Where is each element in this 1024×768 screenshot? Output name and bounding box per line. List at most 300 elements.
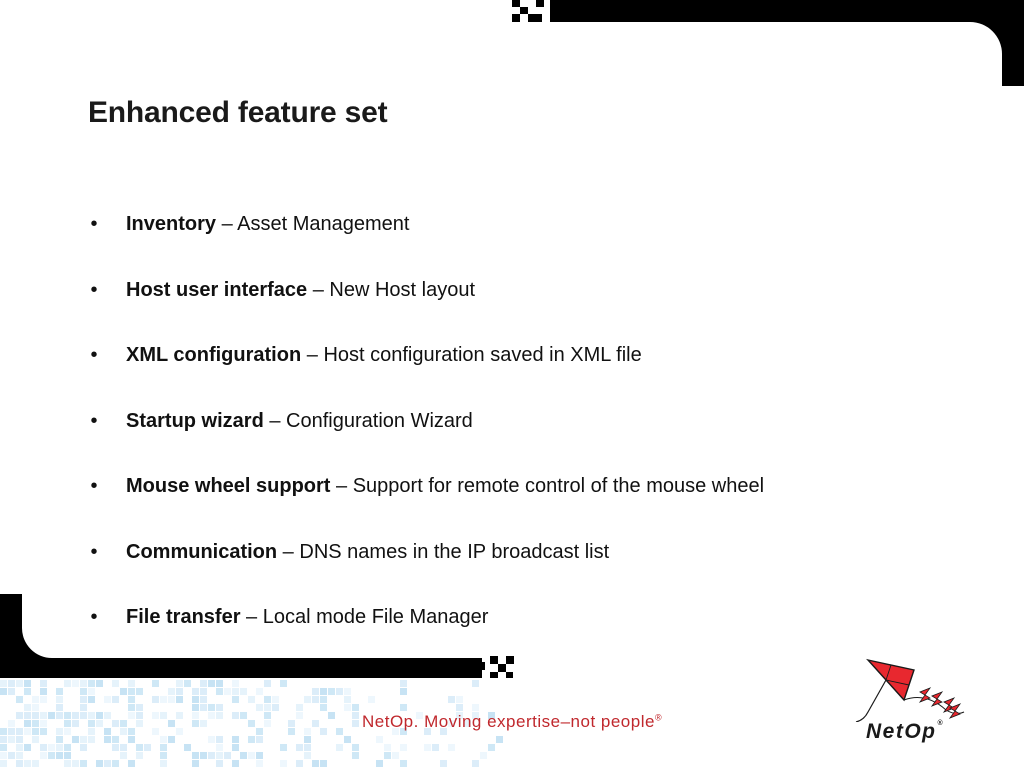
blue-pixel	[80, 688, 87, 695]
blue-pixel	[232, 696, 239, 703]
blue-pixel	[80, 704, 87, 711]
blue-pixel	[368, 696, 375, 703]
blue-pixel	[312, 688, 319, 695]
blue-pixel	[352, 752, 359, 759]
logo-wordmark: NetOp	[866, 720, 937, 743]
blue-pixel	[72, 712, 79, 719]
tagline-text: NetOp. Moving expertise–not people	[362, 712, 655, 731]
blue-pixel	[136, 744, 143, 751]
blue-pixel	[168, 696, 175, 703]
feature-separator: –	[330, 475, 353, 497]
blue-pixel	[64, 744, 71, 751]
blue-pixel	[104, 712, 111, 719]
blue-pixel	[296, 760, 303, 767]
blue-pixel	[160, 760, 167, 767]
blue-pixel	[32, 720, 39, 727]
blue-pixel	[320, 704, 327, 711]
blue-pixel	[248, 720, 255, 727]
feature-term: Startup wizard	[126, 409, 264, 432]
netop-logo-text	[866, 720, 944, 744]
blue-pixel	[80, 712, 87, 719]
blue-pixel	[120, 728, 127, 735]
blue-pixel	[104, 736, 111, 743]
blue-pixel	[0, 680, 7, 687]
blue-pixel	[304, 728, 311, 735]
blue-pixel	[312, 696, 319, 703]
blue-pixel	[40, 712, 47, 719]
feature-description: DNS names in the IP broadcast list	[299, 540, 610, 563]
blue-pixel	[32, 704, 39, 711]
blue-pixel	[32, 760, 39, 767]
blue-pixel	[224, 688, 231, 695]
blue-pixel	[384, 744, 391, 751]
blue-pixel	[232, 680, 239, 687]
blue-pixel	[104, 760, 111, 767]
blue-pixel	[88, 680, 95, 687]
bullet-dot: •	[90, 278, 98, 301]
blue-pixel	[192, 760, 199, 767]
blue-pixel	[152, 680, 159, 687]
feature-separator: –	[277, 540, 300, 563]
blue-pixel	[216, 680, 223, 687]
feature-description: Configuration Wizard	[286, 409, 473, 432]
slide-title: Enhanced feature set	[88, 96, 388, 129]
blue-pixel	[184, 744, 191, 751]
blue-pixel	[192, 752, 199, 759]
blue-pixel	[40, 752, 47, 759]
blue-pixel	[248, 736, 255, 743]
tagline-registered-mark: ®	[654, 712, 663, 723]
bullet-dot: •	[90, 540, 98, 563]
blue-pixel	[128, 696, 135, 703]
blue-pixel	[96, 680, 103, 687]
blue-pixel	[24, 728, 31, 735]
blue-pixel	[480, 752, 487, 759]
blue-pixel	[424, 744, 431, 751]
blue-pixel	[48, 744, 55, 751]
list-item	[88, 603, 908, 669]
blue-pixel	[400, 744, 407, 751]
blue-pixel	[160, 696, 167, 703]
feature-term: XML configuration	[126, 344, 302, 366]
blue-pixel	[128, 704, 135, 711]
blue-pixel	[216, 760, 223, 767]
blue-pixel	[336, 744, 343, 751]
blue-pixel	[128, 760, 135, 767]
blue-pixel	[200, 704, 207, 711]
blue-pixel	[72, 760, 79, 767]
blue-pixel	[344, 688, 351, 695]
blue-pixel	[312, 760, 319, 767]
blue-pixel	[64, 760, 71, 767]
blue-pixel	[16, 680, 23, 687]
blue-pixel	[280, 680, 287, 687]
blue-pixel	[296, 712, 303, 719]
blue-pixel	[248, 752, 255, 759]
blue-pixel	[352, 744, 359, 751]
blue-pixel	[40, 728, 47, 735]
blue-pixel	[304, 696, 311, 703]
blue-pixel	[264, 720, 271, 727]
blue-pixel	[64, 752, 71, 759]
blue-pixel	[32, 712, 39, 719]
blue-pixel	[32, 728, 39, 735]
blue-pixel	[136, 752, 143, 759]
feature-separator: –	[240, 606, 263, 628]
blue-pixel	[328, 688, 335, 695]
blue-pixel	[152, 728, 159, 735]
blue-pixel	[336, 728, 343, 735]
blue-pixel	[88, 712, 95, 719]
blue-pixel	[344, 704, 351, 711]
blue-pixel	[56, 752, 63, 759]
blue-pixel	[456, 704, 463, 711]
blue-pixel	[496, 736, 503, 743]
bullet-dot: •	[90, 344, 98, 366]
feature-term: Inventory	[126, 213, 217, 235]
blue-pixel	[152, 696, 159, 703]
blue-pixel	[200, 696, 207, 703]
blue-pixel	[24, 704, 31, 711]
blue-pixel	[56, 688, 63, 695]
list-item	[88, 538, 908, 604]
blue-pixel	[0, 688, 7, 695]
blue-pixel	[80, 736, 87, 743]
blue-pixel	[24, 744, 31, 751]
blue-pixel	[232, 760, 239, 767]
blue-pixel	[192, 704, 199, 711]
blue-pixel	[240, 712, 247, 719]
blue-pixel	[168, 736, 175, 743]
blue-pixel	[24, 712, 31, 719]
blue-pixel	[56, 736, 63, 743]
feature-term: Mouse wheel support	[126, 475, 331, 497]
blue-pixel	[200, 720, 207, 727]
blue-pixel	[88, 688, 95, 695]
blue-pixel	[264, 680, 271, 687]
blue-pixel	[192, 688, 199, 695]
blue-pixel	[208, 736, 215, 743]
blue-pixel	[216, 688, 223, 695]
blue-pixel	[120, 744, 127, 751]
blue-pixel	[8, 688, 15, 695]
blue-pixel	[256, 752, 263, 759]
blue-pixel	[112, 680, 119, 687]
blue-pixel	[456, 696, 463, 703]
blue-pixel	[240, 688, 247, 695]
blue-pixel	[216, 744, 223, 751]
blue-pixel	[216, 736, 223, 743]
bullet-dot: •	[90, 409, 98, 432]
blue-pixel	[128, 712, 135, 719]
blue-pixel	[128, 736, 135, 743]
blue-pixel	[256, 760, 263, 767]
blue-pixel	[96, 712, 103, 719]
blue-pixel	[168, 688, 175, 695]
blue-pixel	[56, 728, 63, 735]
blue-pixel	[472, 704, 479, 711]
blue-pixel	[56, 744, 63, 751]
feature-description: Host configuration saved in XML file	[323, 344, 642, 366]
blue-pixel	[200, 680, 207, 687]
blue-pixel	[280, 744, 287, 751]
top-pixel-cluster-icon	[512, 0, 544, 22]
blue-pixel	[80, 696, 87, 703]
feature-description: Local mode File Manager	[262, 606, 489, 628]
blue-pixel	[160, 712, 167, 719]
blue-pixel	[304, 752, 311, 759]
blue-pixel	[48, 712, 55, 719]
blue-pixel	[40, 680, 47, 687]
kite-logo-icon	[846, 652, 976, 722]
blue-pixel	[192, 720, 199, 727]
blue-pixel	[344, 696, 351, 703]
blue-pixel	[232, 688, 239, 695]
kite-string	[856, 680, 886, 722]
blue-pixel	[320, 696, 327, 703]
blue-pixel	[88, 736, 95, 743]
blue-pixel	[320, 728, 327, 735]
blue-pixel	[104, 728, 111, 735]
blue-pixel	[256, 736, 263, 743]
blue-pixel	[232, 736, 239, 743]
blue-pixel	[384, 752, 391, 759]
blue-pixel	[16, 728, 23, 735]
blue-pixel	[64, 720, 71, 727]
blue-pixel	[16, 744, 23, 751]
blue-pixel	[192, 696, 199, 703]
blue-pixel	[0, 752, 7, 759]
blue-pixel	[256, 728, 263, 735]
bullet-dot: •	[90, 475, 98, 497]
blue-pixel	[32, 736, 39, 743]
blue-pixel	[176, 688, 183, 695]
feature-separator: –	[301, 344, 324, 366]
blue-pixel	[288, 720, 295, 727]
blue-pixel	[432, 744, 439, 751]
blue-pixel	[8, 720, 15, 727]
feature-description: Asset Management	[237, 213, 410, 235]
feature-list	[88, 210, 908, 669]
list-item	[88, 472, 908, 538]
blue-pixel	[168, 720, 175, 727]
blue-pixel	[488, 744, 495, 751]
blue-pixel	[96, 720, 103, 727]
blue-pixel	[8, 728, 15, 735]
blue-pixel	[72, 720, 79, 727]
blue-pixel	[96, 760, 103, 767]
blue-pixel	[8, 680, 15, 687]
blue-pixel	[0, 736, 7, 743]
blue-pixel	[336, 688, 343, 695]
blue-pixel	[344, 736, 351, 743]
blue-pixel	[400, 680, 407, 687]
blue-pixel	[88, 720, 95, 727]
blue-pixel	[24, 720, 31, 727]
blue-pixel	[280, 760, 287, 767]
blue-pixel	[240, 752, 247, 759]
logo-registered-mark: ®	[937, 720, 945, 727]
blue-pixel	[208, 680, 215, 687]
blue-pixel	[24, 688, 31, 695]
blue-pixel	[128, 688, 135, 695]
blue-pixel	[448, 696, 455, 703]
blue-pixel	[80, 744, 87, 751]
blue-pixel	[216, 712, 223, 719]
blue-pixel	[248, 696, 255, 703]
blue-pixel	[152, 712, 159, 719]
blue-pixel	[296, 704, 303, 711]
blue-pixel	[72, 680, 79, 687]
blue-pixel	[176, 728, 183, 735]
blue-pixel	[320, 760, 327, 767]
blue-pixel	[48, 752, 55, 759]
blue-pixel	[112, 744, 119, 751]
feature-term: Communication	[126, 540, 278, 563]
blue-pixel	[112, 696, 119, 703]
blue-pixel	[24, 760, 31, 767]
blue-pixel	[232, 744, 239, 751]
blue-pixel	[312, 720, 319, 727]
blue-pixel	[8, 736, 15, 743]
blue-pixel	[160, 736, 167, 743]
blue-pixel	[376, 736, 383, 743]
blue-pixel	[208, 752, 215, 759]
blue-pixel	[256, 704, 263, 711]
blue-pixel	[176, 712, 183, 719]
blue-pixel	[352, 704, 359, 711]
list-item	[88, 407, 908, 473]
blue-pixel	[56, 704, 63, 711]
blue-pixel	[192, 712, 199, 719]
top-band	[520, 0, 1024, 86]
blue-pixel	[120, 752, 127, 759]
blue-pixel	[64, 712, 71, 719]
feature-description: Support for remote control of the mouse wheel	[352, 475, 765, 497]
blue-pixel	[88, 728, 95, 735]
blue-pixel	[376, 760, 383, 767]
blue-pixel	[184, 680, 191, 687]
blue-pixel	[320, 688, 327, 695]
blue-pixel	[160, 744, 167, 751]
blue-pixel	[352, 712, 359, 719]
blue-pixel	[16, 760, 23, 767]
blue-pixel	[40, 696, 47, 703]
blue-pixel	[176, 696, 183, 703]
blue-pixel	[64, 680, 71, 687]
blue-pixel	[56, 712, 63, 719]
feature-description: New Host layout	[329, 278, 476, 301]
blue-pixel	[0, 728, 7, 735]
blue-pixel	[0, 760, 7, 767]
blue-pixel	[112, 720, 119, 727]
blue-pixel	[216, 752, 223, 759]
blue-pixel	[224, 752, 231, 759]
blue-pixel	[232, 712, 239, 719]
blue-pixel	[24, 680, 31, 687]
feature-separator: –	[307, 278, 330, 301]
blue-pixel	[88, 696, 95, 703]
blue-pixel	[400, 760, 407, 767]
blue-pixel	[304, 736, 311, 743]
blue-pixel	[16, 696, 23, 703]
blue-pixel	[80, 760, 87, 767]
blue-pixel	[8, 752, 15, 759]
blue-pixel	[128, 680, 135, 687]
blue-pixel	[136, 712, 143, 719]
blue-pixel	[120, 688, 127, 695]
list-item	[88, 210, 908, 276]
blue-pixel	[128, 728, 135, 735]
blue-pixel	[0, 744, 7, 751]
blue-pixel	[112, 736, 119, 743]
blue-pixel	[392, 752, 399, 759]
blue-pixel	[272, 696, 279, 703]
blue-pixel	[200, 688, 207, 695]
bullet-dot: •	[90, 606, 98, 628]
feature-separator: –	[263, 409, 287, 432]
blue-pixel	[304, 744, 311, 751]
blue-pixel	[400, 688, 407, 695]
feature-term: File transfer	[126, 606, 241, 628]
kite-tail-bows	[920, 688, 960, 718]
blue-pixel	[216, 704, 223, 711]
blue-pixel	[208, 704, 215, 711]
blue-pixel	[288, 728, 295, 735]
blue-pixel	[136, 704, 143, 711]
blue-pixel	[80, 680, 87, 687]
blue-pixel	[104, 696, 111, 703]
blue-pixel	[472, 760, 479, 767]
blue-pixel	[440, 760, 447, 767]
blue-pixel	[200, 752, 207, 759]
footer-tagline	[362, 712, 662, 732]
blue-pixel	[136, 720, 143, 727]
blue-pixel	[32, 696, 39, 703]
blue-pixel	[112, 760, 119, 767]
blue-pixel	[264, 696, 271, 703]
blue-pixel	[272, 704, 279, 711]
blue-pixel	[296, 744, 303, 751]
blue-pixel	[40, 720, 47, 727]
blue-pixel	[72, 736, 79, 743]
blue-pixel	[40, 744, 47, 751]
blue-pixel	[56, 696, 63, 703]
blue-pixel	[352, 720, 359, 727]
blue-pixel	[264, 712, 271, 719]
feature-separator: –	[216, 213, 238, 235]
blue-pixel	[64, 728, 71, 735]
list-item	[88, 341, 908, 407]
bullet-dot: •	[90, 213, 98, 235]
blue-pixel	[16, 712, 23, 719]
blue-pixel	[136, 688, 143, 695]
blue-pixel	[40, 688, 47, 695]
blue-pixel	[176, 680, 183, 687]
blue-pixel	[160, 752, 167, 759]
list-item	[88, 276, 908, 342]
blue-pixel	[448, 744, 455, 751]
blue-pixel	[144, 744, 151, 751]
blue-pixel	[120, 720, 127, 727]
blue-pixel	[264, 704, 271, 711]
blue-pixel	[472, 680, 479, 687]
feature-term: Host user interface	[126, 278, 308, 301]
blue-pixel	[256, 688, 263, 695]
blue-pixel	[16, 752, 23, 759]
blue-pixel	[400, 704, 407, 711]
blue-pixel	[328, 712, 335, 719]
